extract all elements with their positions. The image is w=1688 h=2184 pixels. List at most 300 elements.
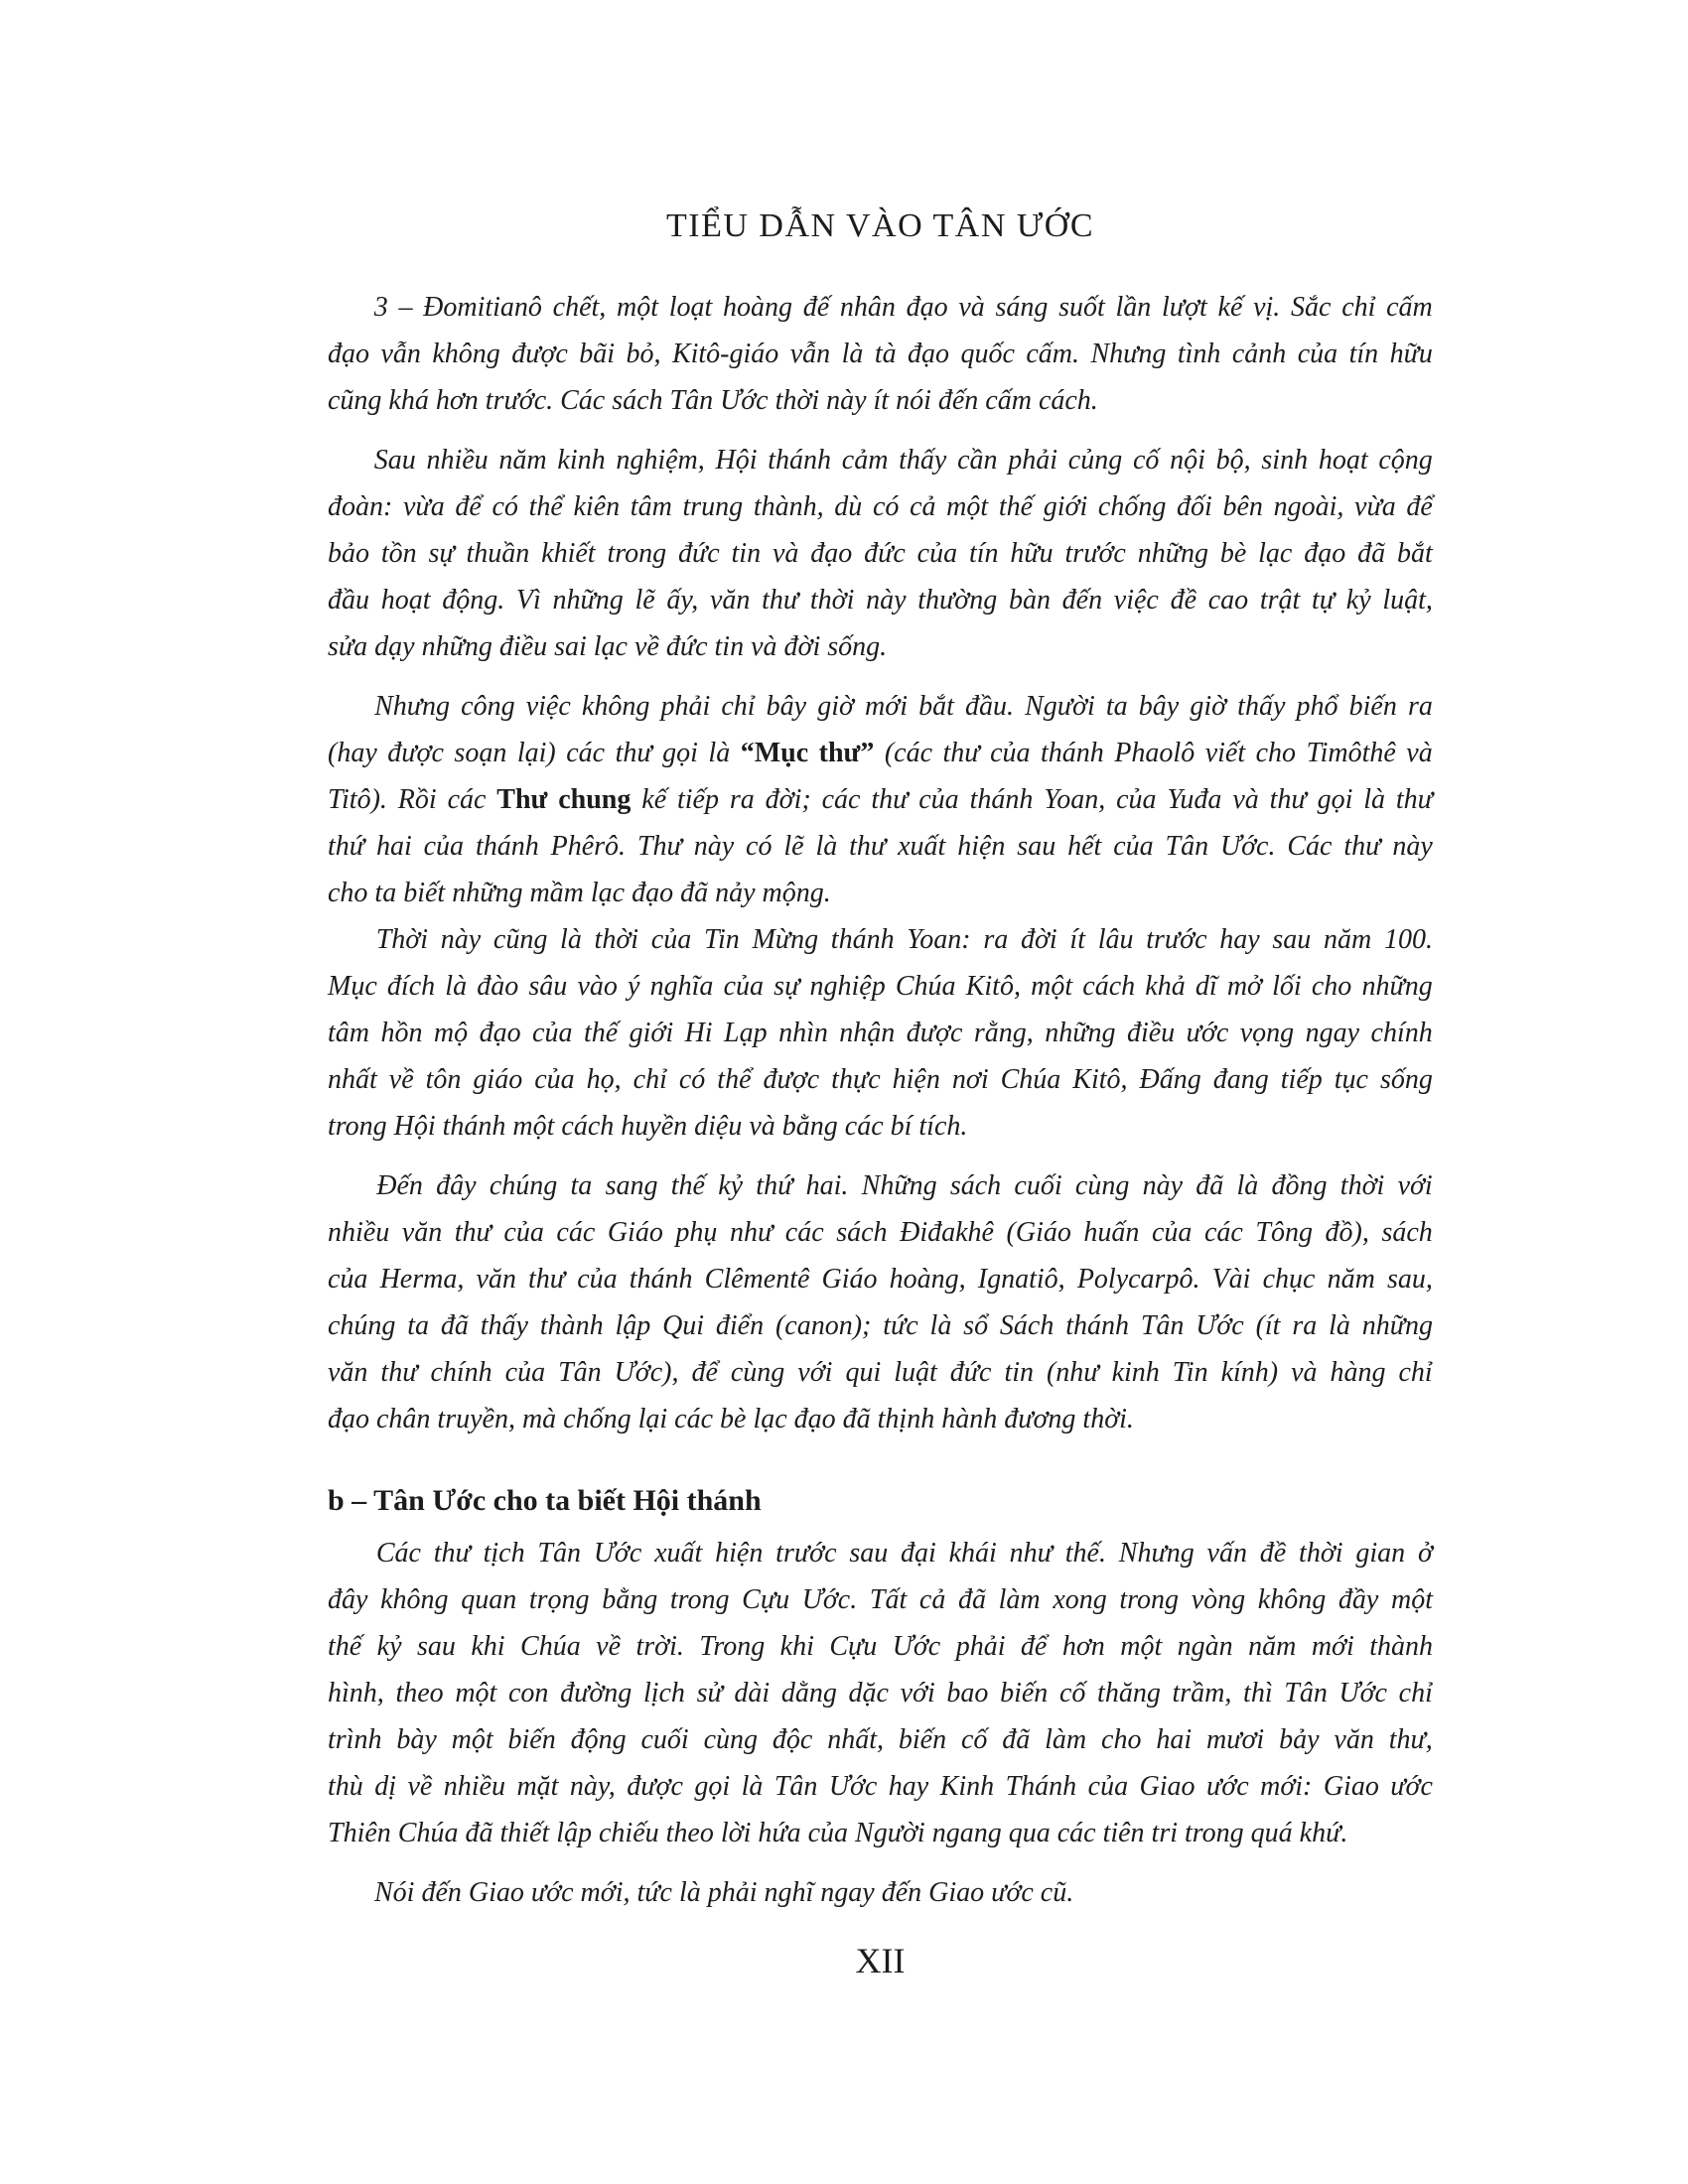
word: lẽ (634, 585, 655, 615)
word: kinh (1111, 1357, 1160, 1388)
word: đích (386, 971, 436, 1002)
word: một (1031, 971, 1073, 1002)
word: mới: (1260, 1771, 1313, 1802)
word: Ước (593, 1538, 642, 1569)
word: là (815, 831, 838, 862)
word: trước (1146, 924, 1207, 955)
word: quan (461, 1584, 517, 1615)
word: hiện (957, 831, 1006, 862)
word: chỉ (1398, 1678, 1433, 1708)
text-line (328, 776, 1433, 823)
word: về (596, 1631, 622, 1662)
word: năm (1248, 1631, 1297, 1662)
word: đức (864, 538, 906, 569)
word: cùng (703, 1724, 759, 1755)
word: dài (734, 1678, 771, 1708)
word: này (693, 831, 735, 862)
word: trật (1259, 585, 1301, 615)
word: vào (577, 971, 618, 1002)
word: ra (983, 924, 1009, 955)
word: ước (1186, 1018, 1229, 1048)
word: hồn (380, 1018, 423, 1048)
word: thể (717, 1064, 752, 1095)
word: Các (375, 1538, 421, 1569)
word: và (1291, 1357, 1318, 1388)
word: năm (1327, 1264, 1375, 1295)
word: về (388, 1064, 414, 1095)
word: của (534, 1064, 575, 1095)
word: cả (918, 1584, 946, 1615)
word: rằng, (973, 1018, 1034, 1048)
text-line (328, 1302, 1433, 1349)
word: ít (1069, 924, 1085, 955)
word: cấm (1386, 292, 1433, 323)
word: cảnh (1231, 339, 1287, 369)
word: các (566, 738, 606, 768)
paragraph (328, 1530, 1433, 1856)
word: đức (949, 1357, 992, 1388)
word: tục (1334, 1064, 1368, 1095)
text-line: cho ta biết những mầm lạc đạo đã nảy mộng. (328, 878, 831, 908)
word: đạo (1304, 538, 1346, 569)
word: dặc (848, 1678, 889, 1708)
word: (hay (328, 738, 377, 768)
word: dằng (780, 1678, 837, 1708)
word: hai (1156, 1724, 1193, 1755)
word: này (1142, 1170, 1184, 1201)
word: con (507, 1678, 549, 1708)
word: Kitô, (1072, 1064, 1128, 1095)
word: cao (1207, 585, 1249, 615)
text-line: cũng khá hơn trước. Các sách Tân Ước thời này ít nói đến cấm cách. (328, 385, 1098, 416)
word: sang (605, 1170, 658, 1201)
word: này (1392, 831, 1433, 862)
word: đầy (1337, 1584, 1379, 1615)
word: Timôthê (1306, 738, 1396, 768)
word: thư (528, 1264, 566, 1295)
word: Đến (376, 1170, 423, 1201)
word: Ước (1338, 1678, 1387, 1708)
word: những (1361, 971, 1433, 1002)
word: gọi (694, 1771, 731, 1802)
word: Tin (1172, 1357, 1208, 1388)
word: bây (766, 691, 807, 722)
word: các (1203, 1217, 1243, 1248)
word: một (451, 1724, 493, 1755)
word: sau, (1386, 1264, 1433, 1295)
word: nhân (839, 292, 896, 323)
word: thế (670, 1170, 705, 1201)
word: tự (1312, 585, 1336, 615)
text-line (328, 577, 1433, 623)
text-line (328, 1670, 1433, 1716)
word: mươi (1206, 1724, 1265, 1755)
word: của (650, 924, 692, 955)
word: trong (1119, 1584, 1180, 1615)
word: đạo (328, 339, 369, 369)
word: có (872, 491, 900, 522)
word: đã (1357, 538, 1386, 569)
word: Chúa (520, 1631, 581, 1662)
text-line: trong Hội thánh một cách huyền diệu và bằng các bí tích. (328, 1111, 968, 1142)
word: có (492, 491, 518, 522)
word: độc (772, 1724, 813, 1755)
word: sáng (995, 292, 1049, 323)
word: Ước. (1220, 831, 1276, 862)
word: của (916, 538, 958, 569)
page-footer (328, 1938, 1433, 1984)
word: 3 (373, 292, 388, 323)
word: của (723, 971, 765, 1002)
word: lập (615, 1310, 651, 1341)
word: biến (507, 1724, 556, 1755)
word: này, (569, 1771, 616, 1802)
word: động. (442, 585, 505, 615)
word: thứ (756, 1170, 793, 1201)
word: những (552, 585, 624, 615)
word: chết, (552, 292, 607, 323)
word: Tân (1165, 831, 1209, 862)
text-line (328, 730, 1433, 776)
word: sau (1272, 924, 1312, 955)
word: kỷ (1345, 585, 1371, 615)
word: thì (1243, 1678, 1273, 1708)
word: đạo (810, 538, 853, 569)
word: để (1020, 1631, 1048, 1662)
word: hiện (715, 1538, 764, 1569)
word: hay (1219, 924, 1260, 955)
word: Sau (373, 445, 416, 476)
word: cố (1058, 1678, 1086, 1708)
word: lịch (642, 1678, 685, 1708)
word: thời (1299, 1538, 1343, 1569)
word: lần (1115, 292, 1152, 323)
word: thánh (1041, 738, 1104, 768)
word: Phêrô. (550, 831, 627, 862)
word: luật, (1382, 585, 1433, 615)
word: đã (958, 1584, 986, 1615)
word: trời. (635, 1631, 684, 1662)
word: được (906, 1018, 963, 1048)
word: nhiều (443, 1771, 505, 1802)
word: thư (454, 1217, 492, 1248)
word: thành (539, 1310, 604, 1341)
word: Đomitianô (423, 292, 542, 323)
word: loạt (668, 292, 713, 323)
word: các (821, 784, 861, 815)
word: củng (1067, 445, 1123, 476)
word: ta (407, 1310, 430, 1341)
text-line (328, 1256, 1433, 1302)
text-line (328, 1010, 1433, 1056)
word: Ignatiô, (977, 1264, 1065, 1295)
word: hoàng, (889, 1264, 966, 1295)
word: chỉ (1341, 292, 1376, 323)
word: Herma, (379, 1264, 465, 1295)
word: đã (440, 1310, 469, 1341)
word: Thánh (1005, 1771, 1077, 1802)
text-line (328, 1716, 1433, 1763)
word: vừa (1354, 491, 1396, 522)
word: lẽ (783, 831, 804, 862)
word: cần (957, 445, 998, 476)
word: trong (669, 1584, 730, 1615)
word: thấy (1237, 691, 1286, 722)
word: đang (1212, 1064, 1269, 1095)
text-line (328, 437, 1433, 483)
word: 100. (1383, 924, 1433, 955)
word: một (455, 1678, 497, 1708)
word: Tông (1255, 1217, 1313, 1248)
word: trọng (528, 1584, 590, 1615)
word: Giáo (607, 1217, 663, 1248)
word: của (1087, 1771, 1129, 1802)
word: Tân (1140, 1310, 1185, 1341)
text-line (328, 1763, 1433, 1810)
word: soạn (454, 738, 507, 768)
word: thư (1269, 784, 1307, 815)
word: phải (1008, 445, 1058, 476)
word: Tân (537, 1538, 581, 1569)
page-body (328, 284, 1433, 1929)
word: là (1363, 784, 1385, 815)
word: Điđakhê (900, 1217, 994, 1248)
word: Sách (999, 1310, 1055, 1341)
word: Trong (699, 1631, 766, 1662)
text-line (328, 1576, 1433, 1623)
word: luật (894, 1357, 937, 1388)
word: các (784, 1217, 824, 1248)
word: đã (1196, 1170, 1224, 1201)
word: lại) (516, 738, 556, 768)
word: với (797, 1357, 833, 1388)
word: vẫn (789, 339, 831, 369)
word: sự (428, 538, 455, 569)
word: phải (660, 691, 711, 722)
word: để (1406, 491, 1433, 522)
word: sinh (1261, 445, 1309, 476)
word: vị. (1253, 292, 1281, 323)
word: Mục (328, 971, 377, 1002)
word: này (866, 585, 907, 615)
word: của (1116, 784, 1157, 815)
text-line (328, 1530, 1433, 1576)
word: Cựu (829, 1631, 878, 1662)
word: lâu (1097, 924, 1134, 955)
word: kế (1217, 292, 1243, 323)
word: của (1113, 831, 1154, 862)
word: ước (1205, 1771, 1249, 1802)
word: ra (1407, 691, 1433, 722)
word: không (1257, 1584, 1327, 1615)
word: thư (871, 784, 909, 815)
word: được (511, 339, 568, 369)
word: Titô). (328, 784, 387, 815)
word: Chúa (895, 971, 956, 1002)
word: thứ (328, 831, 365, 862)
word: việc (1113, 585, 1159, 615)
word: quốc (960, 339, 1015, 369)
word: khiết (541, 538, 596, 569)
word: hình, (328, 1678, 384, 1708)
word: thư (1343, 831, 1381, 862)
word: cộng (1378, 445, 1433, 476)
word: tin (731, 538, 762, 569)
word: thường (917, 585, 998, 615)
word: kế (641, 784, 667, 815)
word: nghĩa (649, 971, 714, 1002)
text-line (328, 483, 1433, 530)
word: văn (709, 585, 751, 615)
paragraph (328, 683, 1433, 916)
word: một (1390, 1584, 1433, 1615)
word: trầm, (1172, 1678, 1232, 1708)
word: sách (1381, 1217, 1433, 1248)
word: tôn (425, 1064, 462, 1095)
word: sau (849, 1538, 889, 1569)
word: ta (1105, 691, 1128, 722)
word: Kitô-giáo (671, 339, 779, 369)
word: cùng (730, 1357, 785, 1388)
word: điển (715, 1310, 765, 1341)
text-line (328, 331, 1433, 377)
word: Rồi (397, 784, 437, 815)
word: được (387, 738, 444, 768)
word: và (958, 292, 985, 323)
word: hay (888, 1771, 929, 1802)
word: giới (629, 1018, 674, 1048)
word: dĩ (1195, 971, 1217, 1002)
word: các (447, 784, 487, 815)
word: Phaolô (1114, 738, 1196, 768)
word: khi (779, 1631, 814, 1662)
word: chống (1097, 491, 1167, 522)
word: và (1232, 784, 1259, 815)
text-line (328, 1162, 1433, 1209)
word: ra (1292, 1310, 1318, 1341)
section-heading: b – Tân Ước cho ta biết Hội thánh (328, 1484, 762, 1517)
word: thư (849, 831, 887, 862)
word: xuất (654, 1538, 703, 1569)
word: ở (1417, 1538, 1433, 1569)
text-line (328, 823, 1433, 870)
word: tình (1177, 339, 1221, 369)
word: Sắc (1291, 292, 1332, 323)
word: họ, (586, 1064, 622, 1095)
word: như (729, 1217, 774, 1248)
word: đồng (1271, 1170, 1328, 1201)
word: đây (328, 1584, 368, 1615)
word: đề (1170, 585, 1196, 615)
word: làm (998, 1584, 1041, 1615)
word: trong (607, 538, 667, 569)
word: trước (1064, 538, 1126, 569)
text-line: Thiên Chúa đã thiết lập chiếu theo lời hứa của Người ngang qua các tiên tri trong quá khứ. (328, 1818, 1348, 1848)
word: Ước), (614, 1357, 679, 1388)
word: ngàn (1177, 1631, 1233, 1662)
word: bày (396, 1724, 437, 1755)
word: những (1137, 538, 1208, 569)
word: Tất (869, 1584, 908, 1615)
word: vừa (403, 491, 445, 522)
word: biến (1348, 691, 1397, 722)
word: (ít (1255, 1310, 1281, 1341)
word: qui (845, 1357, 882, 1388)
word: thư (1395, 784, 1433, 815)
word: ý (628, 971, 640, 1002)
text-line: sửa dạy những điều sai lạc về đức tin và đời sống. (328, 631, 888, 662)
word: “Mục (740, 738, 809, 768)
word: thư (942, 738, 980, 768)
text-line (328, 963, 1433, 1010)
word: công (461, 691, 515, 722)
word: và (1406, 738, 1433, 768)
word: kỷ (718, 1170, 744, 1201)
word: không (432, 339, 500, 369)
word: dị (374, 1771, 397, 1802)
word: sách (949, 1170, 1002, 1201)
word: việc (525, 691, 571, 722)
word: mặt (516, 1771, 559, 1802)
word: kính) (1220, 1357, 1279, 1388)
word: sự (774, 971, 800, 1002)
word: ngay (1305, 1018, 1360, 1048)
word: thế (328, 1631, 362, 1662)
word: gọi (1317, 784, 1353, 815)
word: bắt (1396, 538, 1433, 569)
text-line (328, 683, 1433, 730)
word: gọi (662, 738, 698, 768)
word: đề (1259, 1538, 1287, 1569)
word: được (763, 1064, 820, 1095)
word: để (691, 1357, 718, 1388)
word: cho (1101, 1724, 1142, 1755)
word: cấm. (1026, 339, 1079, 369)
word: Giao (1139, 1771, 1196, 1802)
word: thánh (629, 1264, 693, 1295)
word: ấy, (666, 585, 699, 615)
word: giờ (817, 691, 854, 722)
word: bảo (328, 538, 369, 569)
word: (Giáo (1006, 1217, 1071, 1248)
word: không (380, 1584, 449, 1615)
word: Yoan, (1044, 784, 1106, 815)
word: là (445, 971, 468, 1002)
text-line: Nói đến Giao ước mới, tức là phải nghĩ ngay đến Giao ước cũ. (374, 1877, 1074, 1908)
word: Clêmentê (704, 1264, 810, 1295)
word: tâm (630, 491, 672, 522)
word: đại (901, 1538, 936, 1569)
word: ước (1390, 1771, 1433, 1802)
word: thư, (1388, 1724, 1433, 1755)
word: văn (401, 1217, 443, 1248)
word: (canon); (774, 1310, 872, 1341)
word: là (929, 1310, 952, 1341)
word: là (560, 924, 582, 955)
word: xong (1053, 1584, 1107, 1615)
word: lượt (1162, 292, 1207, 323)
word: hoạt (1318, 445, 1368, 476)
word: Thời (375, 924, 429, 955)
word: về (407, 1771, 433, 1802)
word: cùng (1074, 1170, 1130, 1201)
word: thánh (969, 784, 1034, 815)
word: Chúa (1000, 1064, 1061, 1095)
word: Thư (636, 831, 682, 862)
word: ta (570, 1170, 593, 1201)
word: thực (831, 1064, 881, 1095)
word: hết (1067, 831, 1102, 862)
